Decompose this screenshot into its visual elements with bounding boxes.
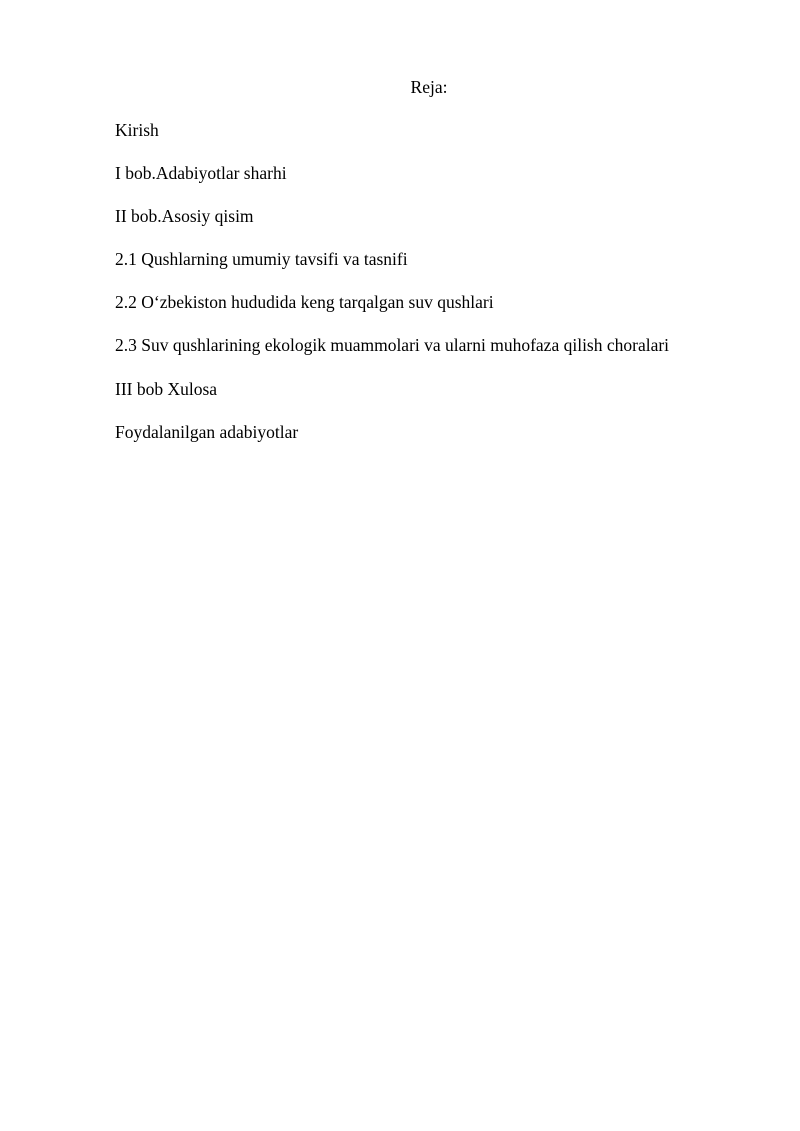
toc-item-kirish: Kirish <box>115 120 159 140</box>
table-of-contents <box>115 119 755 464</box>
toc-item-section-2-1: 2.1 Qushlarning umumiy tavsifi va tasnifi <box>115 249 408 270</box>
toc-item-references: Foydalanilgan adabiyotlar <box>115 421 299 442</box>
toc-item-section-2-2: 2.2 O‘zbekiston hududida keng tarqalgan suv qushlari <box>115 292 494 313</box>
toc-item-chapter-1: I bob.Adabiyotlar sharhi <box>115 163 287 184</box>
page-title: Reja: <box>410 77 448 97</box>
toc-item-chapter-2: II bob.Asosiy qisim <box>115 206 254 227</box>
toc-item-section-2-3: 2.3 Suv qushlarining ekologik muammolari va ularni muhofaza qilish choralari <box>115 335 670 356</box>
toc-item-chapter-3: III bob Xulosa <box>115 378 218 399</box>
